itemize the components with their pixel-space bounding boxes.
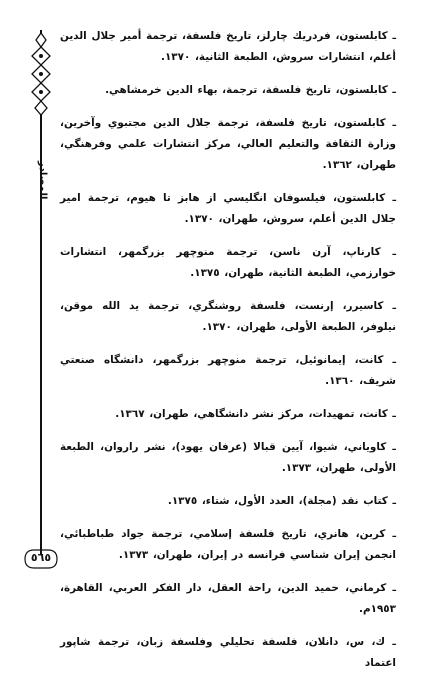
page-number-badge (21, 547, 61, 571)
bibliography-entry: ـ كرماني، حميد الدين، راحة العقل، دار الفكر العربي، القاهرة، ١٩٥٣م. (60, 582, 396, 615)
bibliography-entry: ـ كاسيرر، إرنست، فلسفة روشنگري، ترجمة يد الله موقن، نيلوفر، الطبعة الأولى، طهران، ١٣٧٠. (60, 300, 396, 333)
page-number: ٥٦٥ (30, 551, 52, 564)
bibliography-entry: ـ كربن، هانري، تاريخ فلسفة إسلامي، ترجمة جواد طباطبائي، انجمن إيران شناسي فرانسه در إيران، طهران، ١٣٧٣. (60, 528, 396, 561)
bibliography-list (60, 26, 396, 674)
bibliography-entry: ـ كابلستون، فردريك چارلز، تاريخ فلسفة، ترجمة أمير جلال الدين أعلم، انتشارات سروش، الطبعة الثانية، ١٣٧٠. (60, 30, 396, 63)
bibliography-entry: ـ كابلستون، تاريخ فلسفة، ترجمة جلال الدين مجتبوي وآخرين، وزارة الثقافة والتعليم العالي، مركز انتشارات علمي وفرهنگي، طهران، ١٣٦٢. (60, 117, 396, 171)
bibliography-entry: ـ ك، س، دانلان، فلسفة تحليلي وفلسفة زبان، ترجمة شاپور اعتماد (60, 636, 396, 669)
bibliography-entry: ـ كابلستون، فيلسوفان انگليسي از هابز تا هيوم، ترجمة امير جلال الدين أعلم، سروش، طهران، ١٣٧٠. (60, 192, 396, 225)
bibliography-entry: ـ كارناپ، آرن ناسن، ترجمة منوچهر بزرگمهر، انتشارات خوارزمي، الطبعة الثانية، طهران، ١٣٧٥. (60, 246, 396, 279)
bibliography-entry: ـ كتاب نقد (مجلة)، العدد الأول، شتاء، ١٣٧٥. (167, 495, 396, 507)
bibliography-entry: ـ كانت، إيمانوئيل، ترجمة منوچهر بزرگمهر، دانشگاه صنعتي شريف، ١٣٦٠. (60, 354, 396, 387)
bibliography-entry: ـ كابلستون، تاريخ فلسفة، ترجمة، بهاء الدين خرمشاهي. (105, 84, 396, 96)
bibliography-entry: ـ كاوياني، شيوا، آيين قبالا (عرفان يهود)، نشر راروان، الطبعة الأولى، طهران، ١٣٧٣. (60, 441, 396, 474)
ornament-icon (28, 32, 54, 124)
bibliography-entry: ـ كانت، تمهيدات، مركز نشر دانشگاهي، طهران، ١٣٦٧. (115, 408, 396, 420)
running-head: المصادر (37, 160, 48, 200)
